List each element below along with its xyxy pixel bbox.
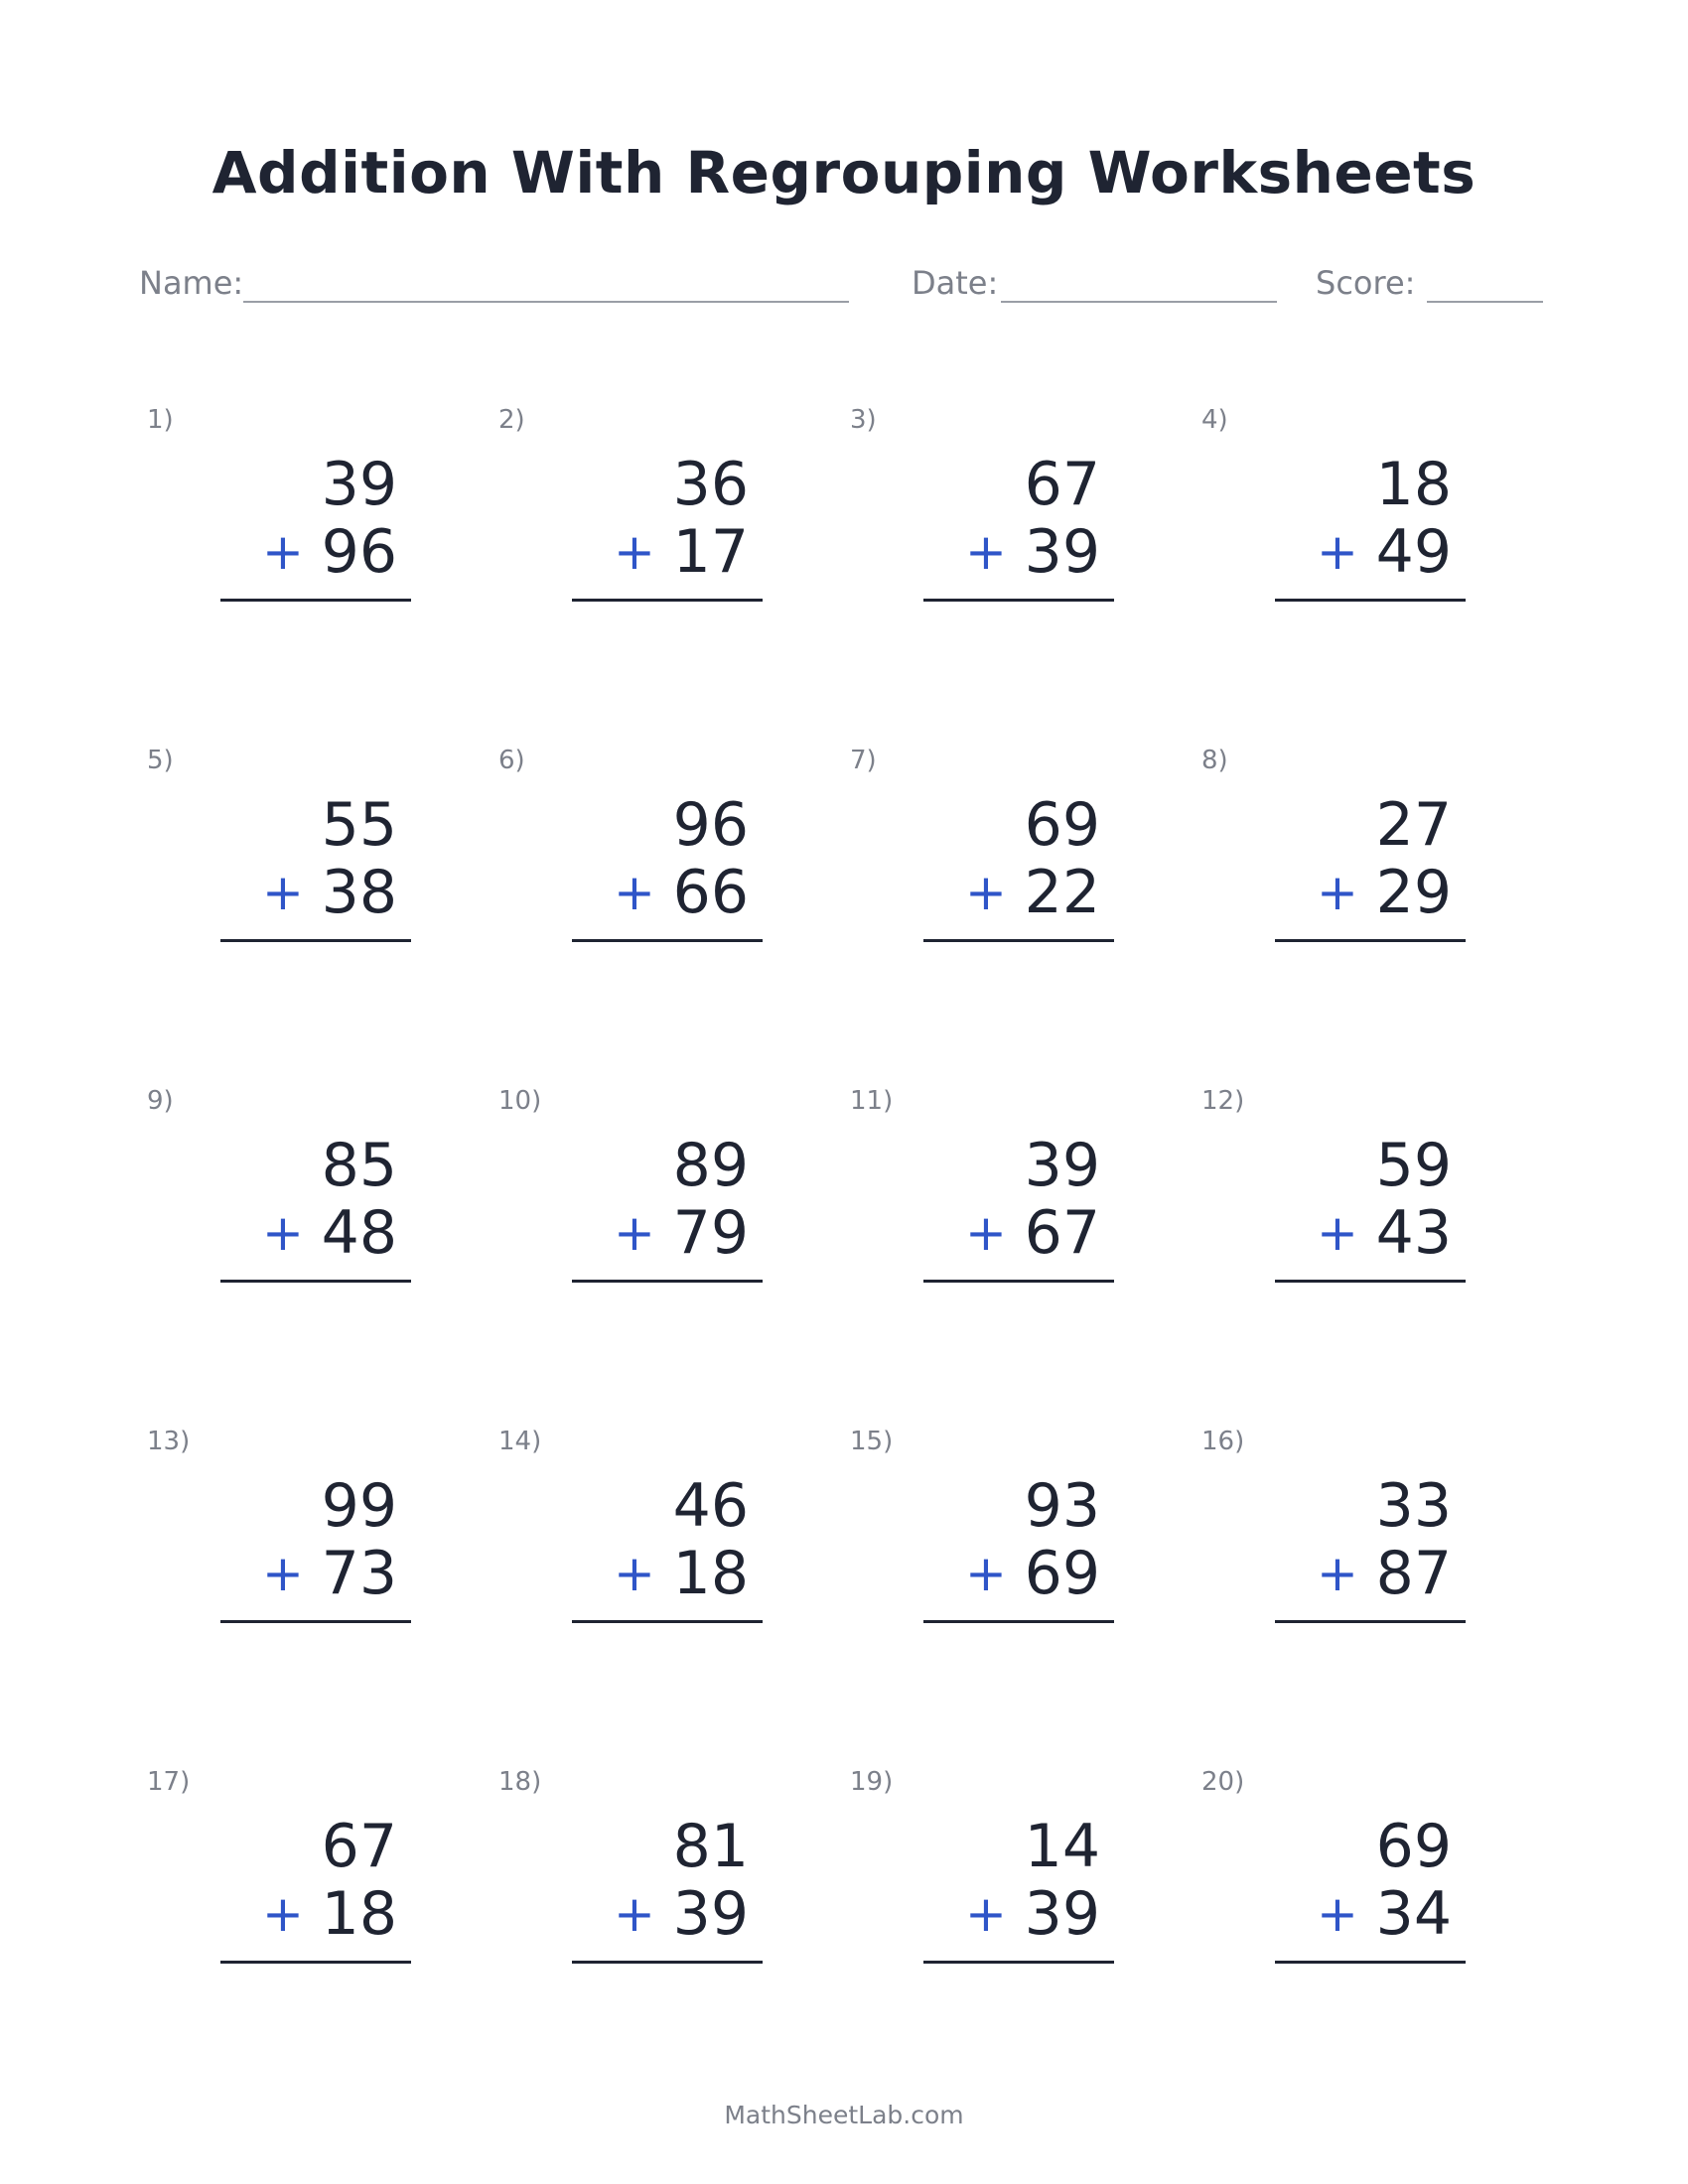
- problem-number: 4): [1201, 405, 1228, 435]
- addend-bottom: 49: [1375, 517, 1452, 587]
- answer-line: [220, 1280, 411, 1283]
- addend-bottom: 29: [1375, 858, 1452, 927]
- answer-line: [220, 599, 411, 602]
- addend-bottom: 39: [672, 1879, 749, 1949]
- answer-line: [1275, 1961, 1466, 1964]
- plus-sign: +: [262, 523, 304, 581]
- addend-bottom: 39: [1024, 1879, 1100, 1949]
- answer-line: [220, 1961, 411, 1964]
- problem-number: 5): [147, 746, 174, 775]
- problem-item: [139, 746, 477, 984]
- addend-bottom: 17: [672, 517, 749, 587]
- problem-item: [139, 1427, 477, 1665]
- plus-sign: +: [262, 864, 304, 921]
- score-blank-line: [1427, 301, 1543, 303]
- addend-bottom: 38: [321, 858, 397, 927]
- answer-line: [923, 599, 1114, 602]
- problem-number: 16): [1201, 1427, 1245, 1456]
- answer-line: [923, 1620, 1114, 1623]
- problem-item: [1194, 1767, 1531, 2005]
- addend-bottom: 48: [321, 1198, 397, 1268]
- addend-bottom: 18: [321, 1879, 397, 1949]
- name-label: Name:: [139, 264, 244, 302]
- problem-number: 6): [498, 746, 525, 775]
- addend-top: 36: [672, 450, 749, 519]
- addend-top: 85: [321, 1131, 397, 1200]
- addend-top: 27: [1375, 790, 1452, 860]
- plus-sign: +: [614, 1204, 655, 1262]
- plus-sign: +: [1317, 1204, 1358, 1262]
- date-blank-line: [1001, 301, 1277, 303]
- plus-sign: +: [262, 1204, 304, 1262]
- problem-number: 7): [850, 746, 877, 775]
- problem-item: [491, 1767, 828, 2005]
- problem-number: 3): [850, 405, 877, 435]
- answer-line: [923, 1280, 1114, 1283]
- plus-sign: +: [614, 1545, 655, 1602]
- problem-item: [842, 1767, 1180, 2005]
- problem-item: [842, 1086, 1180, 1324]
- addend-top: 46: [672, 1471, 749, 1541]
- problem-number: 19): [850, 1767, 894, 1797]
- worksheet-title: Addition With Regrouping Worksheets: [211, 139, 1477, 206]
- date-label: Date:: [912, 264, 999, 302]
- problem-item: [1194, 405, 1531, 643]
- problem-number: 8): [1201, 746, 1228, 775]
- plus-sign: +: [1317, 1885, 1358, 1943]
- plus-sign: +: [965, 523, 1007, 581]
- problem-number: 12): [1201, 1086, 1245, 1116]
- problem-item: [842, 746, 1180, 984]
- addend-bottom: 39: [1024, 517, 1100, 587]
- plus-sign: +: [614, 864, 655, 921]
- answer-line: [220, 939, 411, 942]
- addend-top: 69: [1024, 790, 1100, 860]
- plus-sign: +: [262, 1885, 304, 1943]
- problem-item: [842, 405, 1180, 643]
- problem-number: 20): [1201, 1767, 1245, 1797]
- addend-top: 67: [1024, 450, 1100, 519]
- addend-top: 96: [672, 790, 749, 860]
- problem-item: [139, 1767, 477, 2005]
- addend-bottom: 69: [1024, 1539, 1100, 1608]
- answer-line: [572, 1961, 763, 1964]
- answer-line: [923, 939, 1114, 942]
- footer-site-name: MathSheetLab.com: [724, 2101, 964, 2129]
- plus-sign: +: [1317, 523, 1358, 581]
- problem-number: 15): [850, 1427, 894, 1456]
- addend-bottom: 79: [672, 1198, 749, 1268]
- problem-item: [491, 1427, 828, 1665]
- addend-bottom: 96: [321, 517, 397, 587]
- addend-bottom: 73: [321, 1539, 397, 1608]
- addend-top: 39: [1024, 1131, 1100, 1200]
- problem-item: [842, 1427, 1180, 1665]
- answer-line: [1275, 939, 1466, 942]
- answer-line: [572, 939, 763, 942]
- addend-bottom: 87: [1375, 1539, 1452, 1608]
- answer-line: [572, 1620, 763, 1623]
- plus-sign: +: [1317, 1545, 1358, 1602]
- problem-item: [139, 405, 477, 643]
- answer-line: [1275, 1280, 1466, 1283]
- plus-sign: +: [965, 1204, 1007, 1262]
- plus-sign: +: [1317, 864, 1358, 921]
- problem-number: 14): [498, 1427, 542, 1456]
- score-label: Score:: [1316, 264, 1416, 302]
- addend-bottom: 34: [1375, 1879, 1452, 1949]
- addend-top: 93: [1024, 1471, 1100, 1541]
- name-blank-line: [243, 301, 849, 303]
- problem-item: [1194, 746, 1531, 984]
- problem-item: [491, 746, 828, 984]
- addend-bottom: 43: [1375, 1198, 1452, 1268]
- addend-top: 99: [321, 1471, 397, 1541]
- addend-top: 18: [1375, 450, 1452, 519]
- problem-item: [491, 1086, 828, 1324]
- problem-number: 2): [498, 405, 525, 435]
- addend-bottom: 22: [1024, 858, 1100, 927]
- plus-sign: +: [965, 864, 1007, 921]
- plus-sign: +: [965, 1885, 1007, 1943]
- answer-line: [572, 1280, 763, 1283]
- problem-item: [139, 1086, 477, 1324]
- addend-top: 55: [321, 790, 397, 860]
- addend-bottom: 67: [1024, 1198, 1100, 1268]
- plus-sign: +: [262, 1545, 304, 1602]
- plus-sign: +: [614, 523, 655, 581]
- answer-line: [572, 599, 763, 602]
- problem-item: [1194, 1427, 1531, 1665]
- addend-bottom: 18: [672, 1539, 749, 1608]
- addend-top: 67: [321, 1812, 397, 1881]
- addend-top: 14: [1024, 1812, 1100, 1881]
- problem-number: 18): [498, 1767, 542, 1797]
- problem-number: 11): [850, 1086, 894, 1116]
- answer-line: [220, 1620, 411, 1623]
- addend-bottom: 66: [672, 858, 749, 927]
- plus-sign: +: [965, 1545, 1007, 1602]
- plus-sign: +: [614, 1885, 655, 1943]
- addend-top: 59: [1375, 1131, 1452, 1200]
- answer-line: [1275, 599, 1466, 602]
- problem-number: 10): [498, 1086, 542, 1116]
- problem-number: 1): [147, 405, 174, 435]
- answer-line: [923, 1961, 1114, 1964]
- problem-item: [491, 405, 828, 643]
- addend-top: 39: [321, 450, 397, 519]
- addend-top: 81: [672, 1812, 749, 1881]
- addend-top: 33: [1375, 1471, 1452, 1541]
- problem-number: 9): [147, 1086, 174, 1116]
- addend-top: 89: [672, 1131, 749, 1200]
- addend-top: 69: [1375, 1812, 1452, 1881]
- problem-item: [1194, 1086, 1531, 1324]
- problem-number: 13): [147, 1427, 191, 1456]
- answer-line: [1275, 1620, 1466, 1623]
- student-info-row: [0, 264, 1688, 304]
- problem-number: 17): [147, 1767, 191, 1797]
